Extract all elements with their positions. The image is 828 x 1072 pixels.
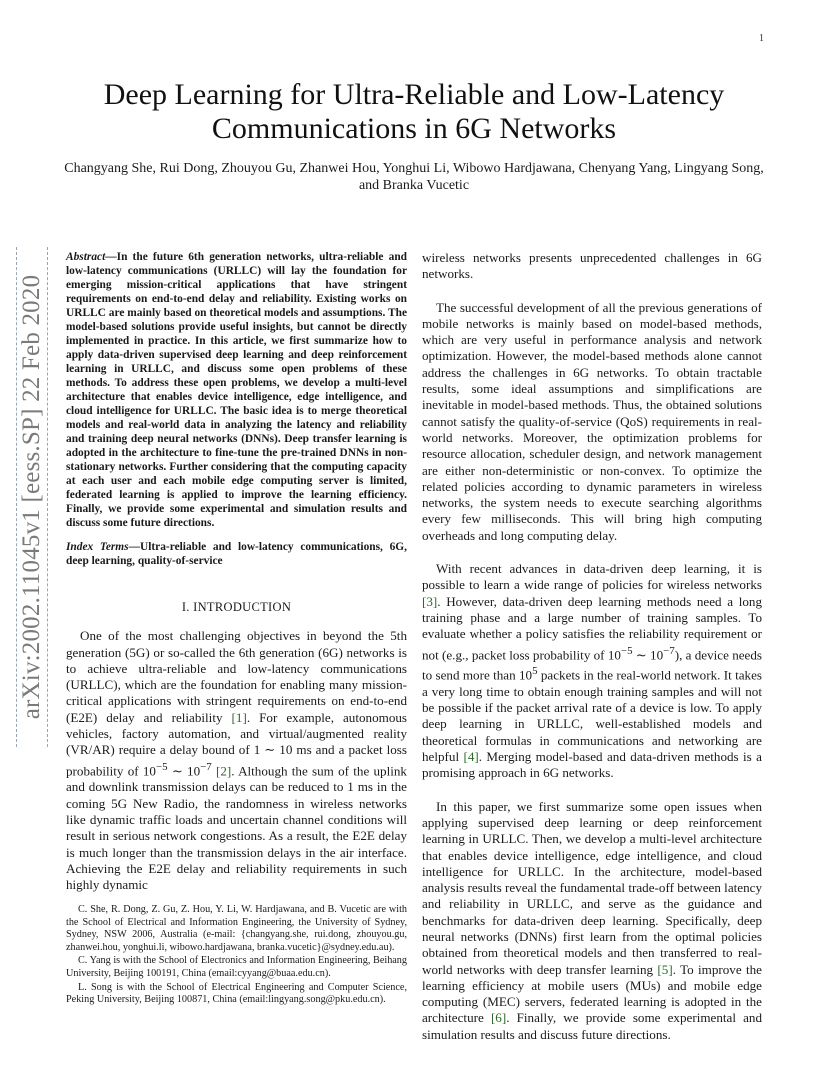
index-terms-text: —Ultra-reliable and low-latency communications, 6G, deep learning, quality-of-service (66, 541, 407, 567)
author-list: Changyang She, Rui Dong, Zhouyou Gu, Zhanwei Hou, Yonghui Li, Wibowo Hardjawana, Chenyang Yang, Lingyang Song, and Branka Vucetic (64, 161, 764, 193)
text-run: One of the most challenging objectives in beyond the 5th generation (5G) or so-called the 6th generation (6G) networks is to achieve ultra-reliable and low-latency communications (URLLC), which are the foundation for enabling many mission-critical applications with stringent requirements on end-to-end (E2E) delay and reliability (66, 628, 407, 725)
text-run: ∼ 10 (632, 646, 664, 662)
intro-paragraph-3 (422, 561, 762, 782)
left-column (66, 250, 407, 893)
intro-paragraph-4 (422, 799, 762, 1043)
exponent: −5 (155, 760, 168, 773)
intro-paragraph-2: The successful development of all the previous generations of mobile networks is mainly based on model-based methods, which are very useful in performance analysis and network optimization. However, the model-based methods alone cannot address the challenges in 6G networks. To obtain tractable results, some ideal assumptions and simplifications are inevitable in model-based methods. Thus, the obtained solutions cannot satisfy the quality-of-service (QoS) requirements in real-world networks. Moreover, the optimization problems for resource allocation, scheduler design, and network management are either non-deterministic or non-convex. To optimize the related policies according to dynamic parameters in wireless networks, the system needs to execute searching algorithms every few milliseconds. This will bring high computing overheads and long computing delay. (422, 299, 762, 543)
text-run: . However, data-driven deep learning methods need a long training phase and a large number of training samples. To evaluate whether a policy satisfies the reliability requirement or not (e.g., packet loss probability of 10 (422, 593, 762, 662)
exponent: 5 (532, 665, 538, 678)
exponent: −7 (663, 644, 675, 657)
right-column (422, 250, 762, 1043)
text-run: ), a device needs to send more than 10 (422, 646, 763, 683)
text-run: . For example, autonomous vehicles, factory automation, and virtual/augmented reality (VR/AR) require a delay bound of 1 ∼ 10 ms and a packet loss probability of 10 (66, 709, 408, 779)
section-heading-introduction: I. INTRODUCTION (181, 600, 292, 614)
text-run: In this paper, we first summarize some open issues when applying supervised deep learning or deep reinforcement learning in URLLC. Then, we develop a multi-level architecture that enables device intelligence, edge intelligence, and cloud intelligence for URLLC. In the architecture, model-based analysis results reveal the fundamental trade-off between latency and reliability in URLLC, and serve as the guidance and benchmarks for data-driven deep learning. Specifically, deep neural networks (DNNs) first learn from the optimal policies obtained from theoretical models and then transferred to real-world networks with deep transfer learning (422, 798, 762, 977)
abstract-lead: Abstract (66, 251, 106, 263)
text-run: . To improve the learning efficiency at mobile users (MUs) and mobile edge computing (MEC) servers, federated learning is adopted in the architecture (422, 961, 762, 1026)
intro-paragraph-continued: wireless networks presents unprecedented challenges in 6G networks. (422, 250, 762, 282)
index-terms (66, 540, 407, 568)
footnote-affiliation-sydney: C. She, R. Dong, Z. Gu, Z. Hou, Y. Li, W. Hardjawana, and B. Vucetic are with the School of Electrical and Information Engineering, the University of Sydney, Sydney, NSW 2006, Australia (e-mail: {changyang.she, rui.dong, zhouyou.gu, zhanwei.hou, yonghui.li, wibowo.hardjawana, branka.vucetic}@sydney.edu.au). (66, 904, 407, 953)
text-run: With recent advances in data-driven deep learning, it is possible to learn a wide range of policies for wireless networks (422, 561, 762, 593)
text-run: ∼ 10 (167, 763, 201, 779)
paper-title: Deep Learning for Ultra-Reliable and Low-Latency Communications in 6G Networks (103, 78, 725, 145)
footnotes (66, 904, 407, 1008)
arxiv-stamp (12, 247, 52, 747)
citation-link[interactable]: [5] (657, 961, 673, 977)
text-run: . Although the sum of the uplink and downlink transmission delays can be reduced to 1 ms in the coming 5G New Radio, the randomness in wireless networks like dynamic traffic loads and uncertain channel conditions will result in serious network congestions. As a result, the E2E delay is much longer than the transmission delays in the air interface. Achieving the E2E delay and reliability requirements in such highly dynamic (66, 763, 407, 893)
citation-link[interactable]: [2] (216, 763, 232, 779)
index-terms-lead: Index Terms (66, 541, 129, 553)
arxiv-stamp-text: arXiv:2002.11045v1 [eess.SP] 22 Feb 2020 (18, 274, 45, 720)
intro-paragraph-1 (66, 628, 407, 893)
citation-link[interactable]: [3] (422, 593, 438, 609)
citation-link[interactable]: [6] (490, 1010, 507, 1026)
text-run: . Merging model-based and data-driven methods is a promising approach in 6G networks. (422, 749, 762, 781)
exponent: −5 (620, 644, 633, 657)
text-run: packets in the real-world network. It takes a very long time to obtain enough training samples and will not be possible if the packet arrival rate of a device is low. To apply deep learning in URLLC, well-established models and theoretical formulas in communications and networking are helpful (422, 667, 762, 765)
abstract-text: —In the future 6th generation networks, ultra-reliable and low-latency communications (URLLC) will lay the foundation for emerging mission-critical applications that have stringent requirements on end-to-end delay and reliability. Existing works on URLLC are mainly based on theoretical models and assumptions. The model-based solutions provide useful insights, but cannot be directly implemented in practice. In this article, we first summarize how to apply data-driven supervised deep learning and deep reinforcement learning in URLLC, and discuss some open problems of these methods. To address these open problems, we develop a multi-level architecture that enables device intelligence, edge intelligence, and cloud intelligence for URLLC. The basic idea is to merge theoretical models and real-world data in analyzing the latency and reliability and training deep neural networks (DNNs). Deep transfer learning is adopted in the architecture to fine-tune the pre-trained DNNs in non-stationary networks. Further considering that the computing capacity at each user and each mobile edge computing server is limited, federated learning is applied to improve the learning efficiency. Finally, we provide some experimental and simulation results and discuss some future directions. (66, 251, 407, 529)
citation-link[interactable]: [1] (231, 709, 247, 725)
footnote-affiliation-beihang: C. Yang is with the School of Electronics and Information Engineering, Beihang University, Beijing 100191, China (email:cyyang@buaa.edu.cn). (66, 955, 407, 979)
abstract (66, 250, 407, 530)
citation-link[interactable]: [4] (463, 749, 479, 765)
exponent: −7 (200, 760, 212, 773)
footnote-affiliation-peking: L. Song is with the School of Electrical Engineering and Computer Science, Peking University, Beijing 100871, China (email:lingyang.song@pku.edu.cn). (66, 981, 407, 1006)
page-number: 1 (759, 33, 764, 44)
text-run: . Finally, we provide some experimental and simulation results and discuss future directions. (422, 1010, 763, 1042)
